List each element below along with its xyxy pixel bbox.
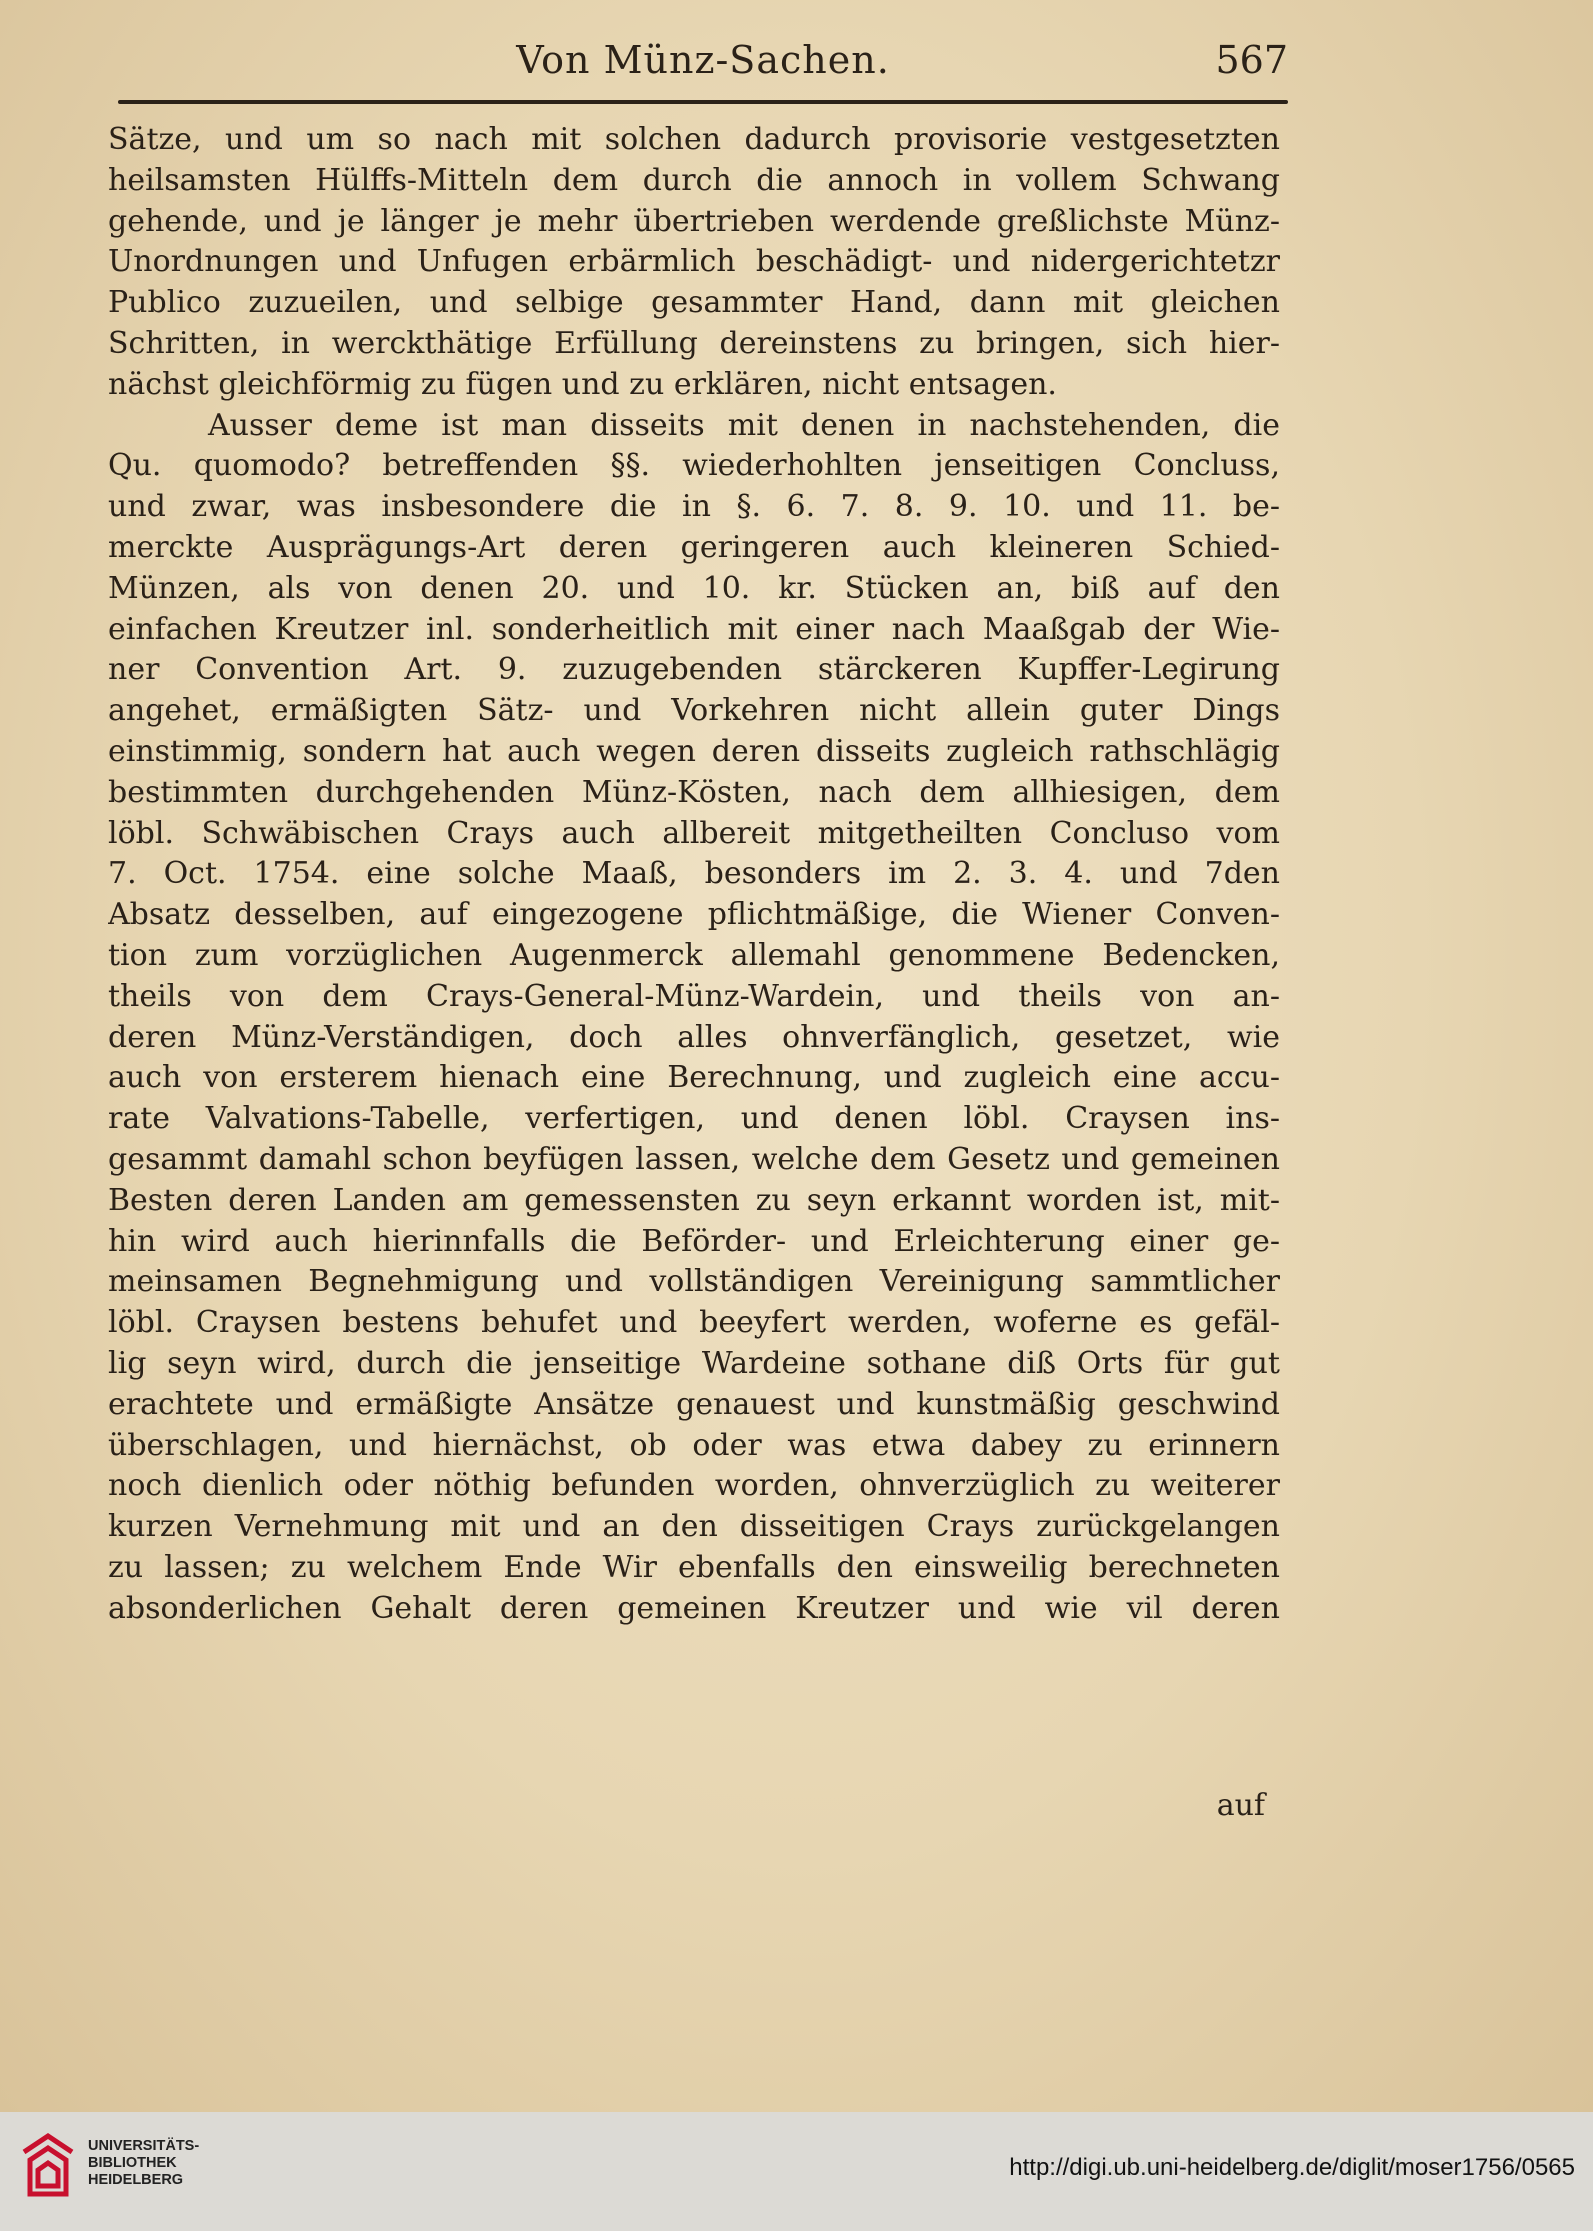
text-line: Publico zuzueilen, und selbige gesammter Hand, dann mit gleichen [108, 285, 1280, 321]
text-line: absonderlichen Gehalt deren gemeinen Kreutzer und wie vil deren [108, 1590, 1280, 1626]
text-line: heilsamsten Hülffs-Mitteln dem durch die annoch in vollem Schwang [108, 162, 1280, 198]
text-line: Besten deren Landen am gemessensten zu seyn erkannt worden ist, mit- [108, 1182, 1280, 1218]
header-rule [118, 100, 1288, 104]
text-line: löbl. Craysen bestens behufet und beeyfert werden, woferne es gefäl- [108, 1305, 1280, 1341]
library-name-line: UNIVERSITÄTS- [88, 2138, 200, 2154]
catchword: auf [1216, 1788, 1265, 1823]
text-line: 7. Oct. 1754. eine solche Maaß, besonders im 2. 3. 4. und 7den [108, 856, 1280, 892]
text-line: Sätze, und um so nach mit solchen dadurch provisorie vestgesetzten [108, 122, 1280, 157]
page-number: 567 [1215, 38, 1288, 82]
text-line: angehet, ermäßigten Sätz- und Vorkehren nicht allein guter Dings [108, 693, 1280, 729]
text-line: auch von ersterem hienach eine Berechnung, und zugleich eine accu- [108, 1060, 1280, 1096]
text-line: erachtete und ermäßigte Ansätze genauest und kunstmäßig geschwind [108, 1386, 1280, 1422]
text-line: Ausser deme ist man disseits mit denen in nachstehenden, die [208, 407, 1280, 443]
text-line: Schritten, in werckthätige Erfüllung dereinstens zu bringen, sich hier- [108, 325, 1280, 361]
text-line: gehende, und je länger je mehr übertrieben werdende greßlichste Münz- [108, 203, 1280, 239]
university-library-logo-icon [18, 2130, 78, 2202]
text-line: rate Valvations-Tabelle, verfertigen, und denen löbl. Craysen ins- [108, 1101, 1280, 1137]
text-line: Qu. quomodo? betreffenden §§. wiederhohlten jenseitigen Concluss, [108, 448, 1280, 484]
text-line: zu lassen; zu welchem Ende Wir ebenfalls den einsweilig berechneten [108, 1549, 1280, 1585]
body-text [108, 120, 1280, 1629]
text-line: bestimmten durchgehenden Münz-Kösten, nach dem allhiesigen, dem [108, 774, 1280, 810]
text-line: noch dienlich oder nöthig befunden worden, ohnverzüglich zu weiterer [108, 1468, 1280, 1504]
library-name-line: HEIDELBERG [88, 2172, 184, 2188]
running-title: Von Münz-Sachen. [516, 38, 890, 82]
footer-bar [0, 2112, 1593, 2231]
text-line: gesammt damahl schon beyfügen lassen, welche dem Gesetz und gemeinen [108, 1141, 1280, 1177]
text-line: ner Convention Art. 9. zuzugebenden stärckeren Kupffer-Legirung [108, 652, 1280, 688]
text-line: lig seyn wird, durch die jenseitige Wardeine sothane diß Orts für gut [108, 1345, 1280, 1381]
text-line: theils von dem Crays-General-Münz-Wardein, und theils von an- [108, 978, 1280, 1014]
text-line: löbl. Schwäbischen Crays auch allbereit mitgetheilten Concluso vom [108, 815, 1280, 851]
text-line: und zwar, was insbesondere die in §. 6. 7. 8. 9. 10. und 11. be- [108, 489, 1280, 525]
text-line: hin wird auch hierinnfalls die Beförder- und Erleichterung einer ge- [108, 1223, 1280, 1259]
library-name-line: BIBLIOTHEK [88, 2155, 177, 2171]
text-line: meinsamen Begnehmigung und vollständigen Vereinigung sammtlicher [108, 1264, 1280, 1300]
library-name [88, 2138, 199, 2189]
page-header [118, 38, 1288, 94]
text-line: merckte Ausprägungs-Art deren geringeren auch kleineren Schied- [108, 529, 1280, 565]
text-line: tion zum vorzüglichen Augenmerck allemahl genommene Bedencken, [108, 937, 1280, 973]
text-line: Absatz desselben, auf eingezogene pflichtmäßige, die Wiener Conven- [108, 897, 1280, 933]
text-line: Unordnungen und Unfugen erbärmlich beschädigt- und nidergerichtetzr [108, 244, 1280, 280]
text-line: einfachen Kreutzer inl. sonderheitlich mit einer nach Maaßgab der Wie- [108, 611, 1280, 647]
source-url[interactable]: http://digi.ub.uni-heidelberg.de/diglit/moser1756/0565 [1009, 2154, 1575, 2181]
text-line: kurzen Vernehmung mit und an den disseitigen Crays zurückgelangen [108, 1509, 1280, 1545]
text-line: einstimmig, sondern hat auch wegen deren disseits zugleich rathschlägig [108, 733, 1280, 769]
text-line: deren Münz-Verständigen, doch alles ohnverfänglich, gesetzet, wie [108, 1019, 1280, 1055]
text-line: Münzen, als von denen 20. und 10. kr. Stücken an, biß auf den [108, 570, 1280, 606]
text-line: überschlagen, und hiernächst, ob oder was etwa dabey zu erinnern [108, 1427, 1280, 1463]
text-line: nächst gleichförmig zu fügen und zu erklären, nicht entsagen. [108, 366, 1057, 402]
